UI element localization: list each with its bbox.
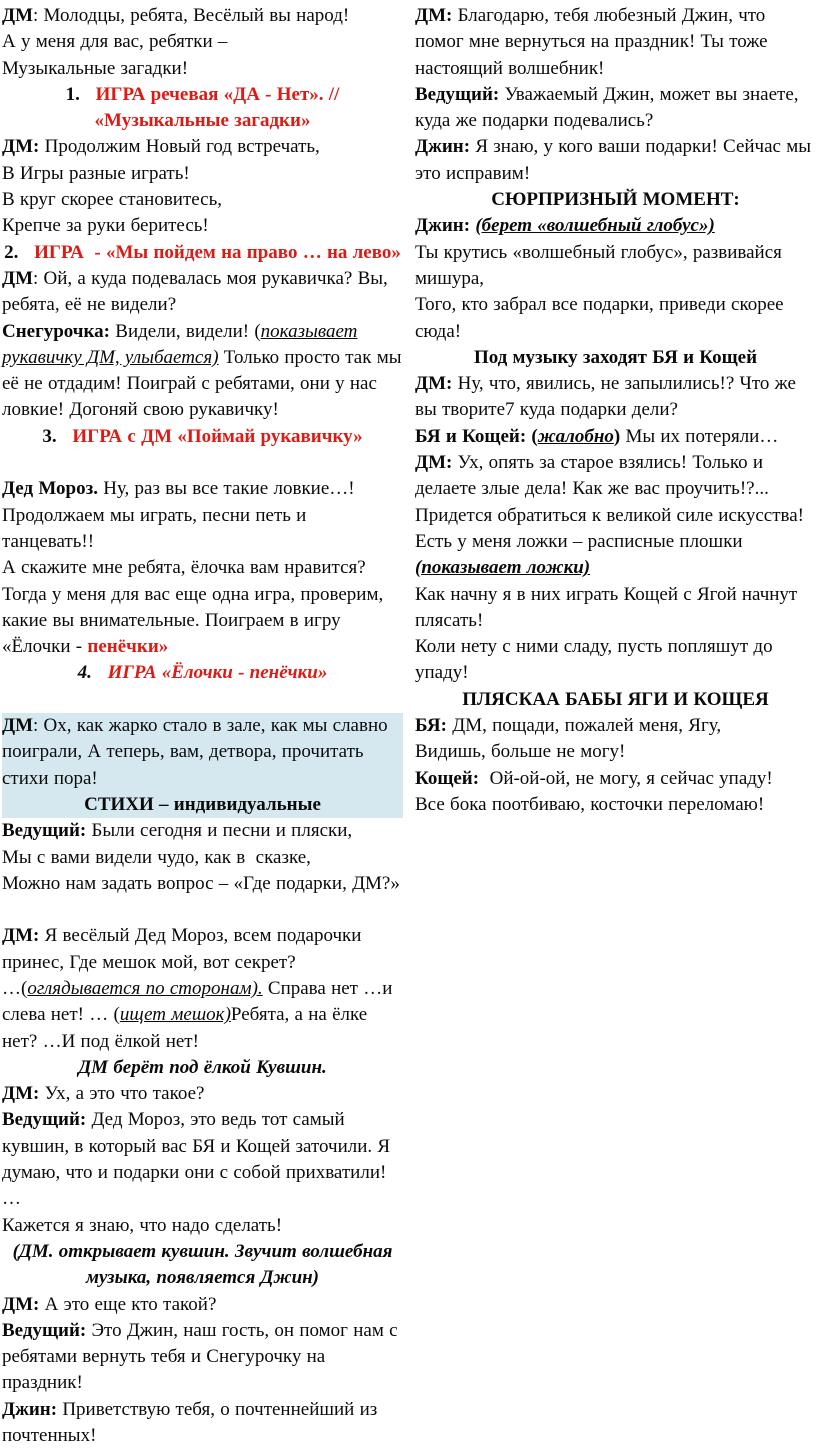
text-segment: Джин: (2, 1398, 58, 1420)
text-segment: ПЛЯСКАА БАБЫ ЯГИ И КОЩЕЯ (462, 688, 769, 710)
text-segment: Мы с вами видели чудо, как в сказке, (2, 846, 311, 868)
text-segment: : Молодцы, ребята, Весёлый вы народ! (33, 5, 350, 26)
text-segment: Уважаемый Джин, может вы знаете, куда же подарки подевались? (415, 83, 799, 132)
left-column (2, 3, 403, 1449)
dialogue-line (2, 555, 403, 581)
game-heading (2, 82, 403, 135)
text-segment: Ребята, а на ёлке нет? …И под ёлкой нет! (2, 1004, 368, 1052)
text-segment: пенёчки» (87, 636, 169, 658)
text-segment: Я весёлый Дед Мороз, всем подарочки принес, Где мешок мой, вот секрет? (2, 925, 362, 973)
dialogue-line (415, 3, 816, 82)
dialogue-line (2, 845, 403, 871)
dialogue-line (415, 634, 816, 687)
dialogue-line (2, 319, 403, 424)
text-segment: Кажется я знаю, что надо сделать! (2, 1214, 283, 1236)
right-column (415, 3, 816, 1449)
text-segment: Продолжим Новый год встречать, (39, 136, 320, 158)
dialogue-line (2, 1213, 403, 1239)
dialogue-line (415, 713, 816, 739)
dialogue-line (415, 792, 816, 818)
text-segment: ИГРА с ДМ «Поймай рукавичку» (72, 425, 363, 447)
text-segment: показывает рукавичку ДМ, улыбается) (2, 320, 358, 368)
text-segment: : Ох, как жарко стало в зале, как мы славно поиграли, А теперь, вам, детвора, прочитать стихи пора! (2, 715, 388, 789)
dialogue-line (415, 240, 816, 293)
dialogue-line (2, 1081, 403, 1107)
text-segment: Того, кто забрал все подарки, приведи скорее сюда! (415, 294, 784, 342)
dialogue-line (2, 266, 403, 319)
scene-heading (2, 792, 403, 818)
text-segment: ищет мешок) (119, 1004, 231, 1026)
text-segment: 3. (42, 425, 73, 447)
dialogue-line (2, 871, 403, 897)
text-segment: Видели, видели! ( (110, 320, 261, 342)
text-segment: (показывает ложки) (415, 557, 591, 579)
text-segment: Тогда у меня для вас еще одна игра, проверим, какие вы внимательные. Поиграем в игру «Ёлочки - (2, 583, 384, 658)
text-segment: ДМ: (415, 373, 453, 395)
text-segment: СТИХИ – индивидуальные (84, 793, 321, 815)
dialogue-line (2, 476, 403, 502)
text-segment: Это Джин, наш гость, он помог нам с ребятами вернуть тебя и Снегурочку на праздник! (2, 1319, 398, 1394)
text-segment: Под музыку заходят БЯ и Кощей (473, 346, 758, 368)
text-segment: Только просто так мы её не отдадим! Поиграй с ребятами, они у нас ловкие! Догоняй свою рукавичку! (2, 346, 402, 421)
text-segment: Ну, что, явились, не запылились!? Что же вы творите7 куда подарки дели? (415, 373, 796, 421)
game-heading (2, 424, 403, 450)
text-segment: Ты крутись «волшебный глобус», развивайся мишура, (415, 241, 782, 289)
text-segment: 1. (65, 83, 96, 105)
text-segment: Коли нету с ними сладу, пусть попляшут до упаду! (415, 636, 773, 684)
text-segment: Продолжаем мы играть, песни петь и танцевать!! (2, 504, 307, 552)
text-segment: Дед Мороз, это ведь тот самый кувшин, в который вас БЯ и Кощей заточили. Я думаю, что и подарки они с собой прихватили! (2, 1109, 391, 1184)
dialogue-line (2, 976, 403, 1055)
text-segment: ДМ: (415, 5, 453, 26)
text-segment: 4. (77, 662, 108, 684)
text-segment: Справа нет …и слева нет! … ( (2, 977, 393, 1026)
text-segment: Ведущий: (2, 1319, 87, 1341)
text-segment: Ведущий: (2, 1109, 87, 1131)
text-segment: Снегурочка: (2, 320, 111, 342)
dialogue-line (415, 424, 816, 450)
text-segment: ИГРА речевая «ДА - Нет». // «Музыкальные загадки» (94, 83, 340, 132)
text-segment: ДМ: (2, 925, 40, 947)
dialogue-line (415, 134, 816, 187)
text-segment: оглядывается по сторонам). (27, 977, 263, 999)
text-segment: ДМ (2, 267, 34, 289)
text-segment: Ведущий: (415, 83, 500, 105)
dialogue-line (2, 213, 403, 239)
scene-heading (415, 345, 816, 371)
text-segment: Дед Мороз. (2, 478, 98, 500)
text-segment: Крепче за руки беритесь! (2, 215, 209, 237)
text-segment: Были сегодня и песни и пляски, (86, 820, 353, 842)
dialogue-line (2, 1318, 403, 1397)
dialogue-line (2, 503, 403, 556)
dialogue-line (415, 213, 816, 239)
text-segment: … (2, 1188, 21, 1210)
text-segment: ДМ (2, 715, 34, 737)
text-segment: Джин: (415, 136, 471, 158)
dialogue-line (415, 292, 816, 345)
dialogue-line (2, 1107, 403, 1186)
blank-line (2, 687, 403, 713)
text-segment: ДМ, пощади, пожалей меня, Ягу, (446, 715, 722, 737)
text-segment: 2. (4, 241, 35, 263)
dialogue-line (2, 1186, 403, 1212)
text-segment: Как начну я в них играть Кощей с Ягой начнут плясать! (415, 583, 798, 631)
text-segment: …( (2, 977, 28, 999)
dialogue-line (2, 134, 403, 160)
text-segment: В круг скорее становитесь, (2, 189, 223, 211)
dialogue-line (415, 371, 816, 424)
dialogue-line (2, 1292, 403, 1318)
dialogue-line (415, 82, 816, 135)
dialogue-line (2, 818, 403, 844)
dialogue-line (2, 713, 403, 792)
blank-line (2, 897, 403, 923)
game-heading (2, 660, 403, 686)
text-segment: ДМ берёт под ёлкой Кувшин. (78, 1056, 327, 1078)
dialogue-line (2, 3, 403, 29)
dialogue-line (415, 582, 816, 635)
text-segment: БЯ: (415, 715, 447, 737)
text-segment: А это еще кто такой? (39, 1293, 217, 1315)
text-segment: (берет «волшебный глобус») (475, 215, 715, 237)
blank-line (2, 450, 403, 476)
text-segment: ДМ: (2, 136, 40, 158)
text-segment: ИГРА - «Мы пойдем на право … на лево» (34, 241, 401, 263)
dialogue-line (2, 582, 403, 661)
dialogue-line (2, 1397, 403, 1449)
scene-heading (415, 687, 816, 713)
text-segment: А у меня для вас, ребятки – (2, 31, 228, 53)
text-segment: Ой-ой-ой, не могу, я сейчас упаду! (479, 767, 773, 789)
text-segment: Благодарю, тебя любезный Джин, что помог мне вернуться на праздник! Ты тоже настоящий волшебник! (415, 5, 768, 79)
text-segment: ДМ: (2, 1083, 40, 1105)
text-segment: А скажите мне ребята, ёлочка вам нравится? (2, 557, 366, 579)
text-segment: Кощей: (415, 767, 480, 789)
dialogue-line (2, 56, 403, 82)
text-segment: Ведущий: (2, 820, 87, 842)
text-segment: Музыкальные загадки! (2, 57, 189, 79)
dialogue-line (2, 29, 403, 55)
text-segment: ) (613, 425, 621, 447)
text-segment: БЯ и Кощей: ( (415, 425, 538, 447)
game-heading (2, 240, 403, 266)
dialogue-line (415, 739, 816, 765)
scene-heading (415, 187, 816, 213)
text-segment: ДМ (2, 5, 34, 26)
text-segment: Ух, а это что такое? (39, 1083, 205, 1105)
text-segment: Джин: (415, 215, 476, 237)
text-segment: Все бока поотбиваю, косточки переломаю! (415, 793, 765, 815)
text-segment: Ух, опять за старое взялись! Только и делаете злые дела! Как же вас проучить!?... Придется обратиться к великой силе искусства! Есть у меня ложки – расписные плошки (415, 452, 805, 552)
stage-direction (2, 1055, 403, 1081)
dialogue-line (2, 161, 403, 187)
text-segment: Ну, раз вы все такие ловкие…! (97, 478, 355, 500)
stage-direction (2, 1239, 403, 1292)
text-segment: жалобно (537, 425, 614, 447)
text-segment: ИГРА «Ёлочки - пенёчки» (107, 662, 328, 684)
text-segment: : Ой, а куда подевалась моя рукавичка? Вы, ребята, её не видели? (2, 267, 388, 316)
text-segment: (ДМ. открывает кувшин. Звучит волшебная музыка, появляется Джин) (12, 1240, 393, 1289)
dialogue-line (2, 187, 403, 213)
dialogue-line (2, 923, 403, 976)
text-segment: Видишь, больше не могу! (415, 741, 626, 763)
dialogue-line (415, 450, 816, 581)
text-segment: СЮРПРИЗНЫЙ МОМЕНТ: (491, 189, 740, 211)
text-segment: Можно нам задать вопрос – «Где подарки, ДМ?» (2, 872, 400, 894)
text-segment: В Игры разные играть! (2, 162, 190, 184)
text-segment: ДМ: (2, 1293, 40, 1315)
text-segment: ДМ: (415, 452, 453, 474)
text-segment: Приветствую тебя, о почтеннейший из почтенных! (2, 1398, 378, 1447)
text-segment: Я знаю, у кого ваши подарки! Сейчас мы это исправим! (415, 136, 812, 184)
text-segment: Мы их потеряли… (620, 425, 779, 447)
dialogue-line (415, 766, 816, 792)
